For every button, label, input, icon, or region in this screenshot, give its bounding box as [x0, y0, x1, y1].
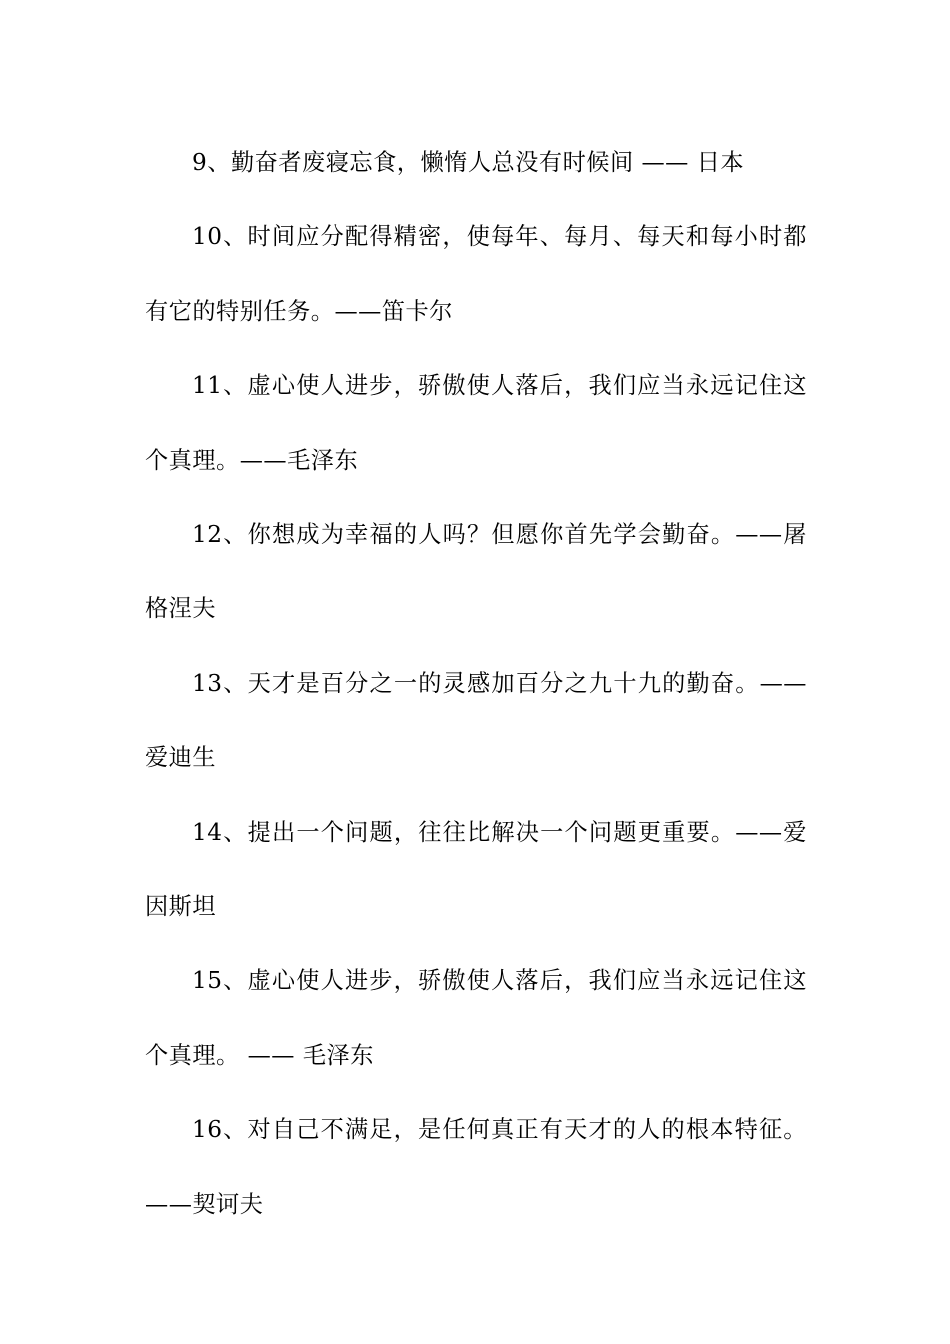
quote-list — [145, 126, 807, 1242]
quote-paragraph-12: 12、你想成为幸福的人吗？但愿你首先学会勤奋。——屠格涅夫 — [145, 521, 807, 623]
quote-paragraph-15: 15、虚心使人进步，骄傲使人落后，我们应当永远记住这个真理。 —— 毛泽东 — [145, 967, 807, 1069]
quote-paragraph-10: 10、时间应分配得精密，使每年、每月、每天和每小时都有它的特别任务。——笛卡尔 — [145, 223, 807, 325]
quote-paragraph-11: 11、虚心使人进步，骄傲使人落后，我们应当永远记住这个真理。——毛泽东 — [145, 372, 807, 474]
quote-paragraph-16: 16、对自己不满足，是任何真正有天才的人的根本特征。——契诃夫 — [145, 1116, 807, 1218]
quote-paragraph-13: 13、天才是百分之一的灵感加百分之九十九的勤奋。——爱迪生 — [145, 669, 807, 772]
quote-paragraph-14: 14、提出一个问题，往往比解决一个问题更重要。——爱因斯坦 — [145, 818, 807, 921]
quote-paragraph-9: 9、勤奋者废寝忘食，懒惰人总没有时候间 —— 日本 — [192, 149, 745, 176]
